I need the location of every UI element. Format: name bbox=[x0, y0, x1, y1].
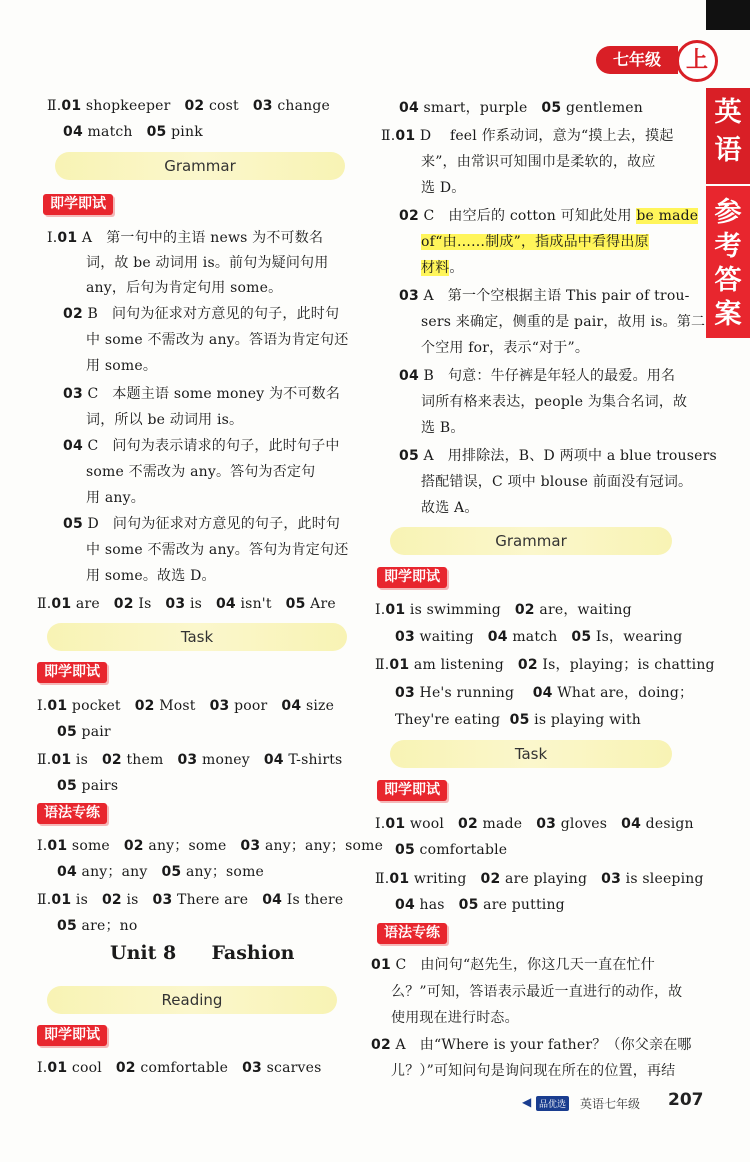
right-answer-line: Ⅱ.01 am listening 02 Is，playing；is chatting bbox=[375, 657, 715, 673]
right-answer-line: 词所有格来表达，people 为集合名词，故 bbox=[421, 394, 688, 410]
right-answer-line: 02 A 由“Where is your father？（你父亲在哪 bbox=[371, 1037, 692, 1053]
right-answer-line: 04 smart，purple 05 gentlemen bbox=[399, 100, 643, 116]
footer bbox=[522, 1092, 712, 1116]
left-answer-line: some 不需改为 any。答句为否定句 bbox=[86, 464, 316, 480]
page-number: 207 bbox=[668, 1090, 704, 1110]
left-answer-line: 中 some 不需改为 any。答句为肯定句还 bbox=[86, 542, 349, 558]
left-answer-line: 05 are；no bbox=[57, 918, 138, 934]
left-answer-line: 用 some。故选 D。 bbox=[86, 568, 216, 584]
left-answer-line: any，后句为肯定句用 some。 bbox=[86, 280, 283, 296]
right-answer-line: 03 waiting 04 match 05 Is，wearing bbox=[395, 629, 683, 645]
left-answer-line: 05 D 问句为征求对方意见的句子，此时句 bbox=[63, 516, 341, 532]
left-answer-line: 05 pair bbox=[57, 724, 111, 740]
right-answer-line: 个空用 for，表示“对于”。 bbox=[421, 340, 590, 356]
answers-char: 考 bbox=[714, 231, 742, 262]
left-answer-line: 用 any。 bbox=[86, 490, 145, 506]
side-tab-top bbox=[706, 0, 750, 30]
section-header-reading: Reading bbox=[47, 986, 337, 1014]
side-tab-subject bbox=[706, 88, 750, 184]
right-answer-line: 搭配错误，C 项中 blouse 前面没有冠词。 bbox=[421, 474, 693, 490]
right-answer-line: 03 A 第一个空根据主语 This pair of trou- bbox=[399, 288, 690, 304]
left-answer-line: 词，故 be 动词用 is。前句为疑问句用 bbox=[86, 255, 329, 271]
exercise-tag: 即学即试 bbox=[37, 1025, 107, 1046]
right-answer-line: of“由……制成”，指成品中看得出原 bbox=[421, 234, 649, 250]
left-answer-line: Ⅱ.01 is 02 them 03 money 04 T-shirts bbox=[37, 752, 343, 768]
right-answer-line: 来”，由常识可知围巾是柔软的，故应 bbox=[421, 154, 656, 170]
unit-title bbox=[110, 942, 294, 964]
exercise-tag: 即学即试 bbox=[377, 567, 447, 588]
left-answer-line: Ⅱ.01 are 02 Is 03 is 04 isn't 05 Are bbox=[37, 596, 336, 612]
answers-char: 答 bbox=[714, 265, 742, 296]
left-answer-line: 中 some 不需改为 any。答语为肯定句还 bbox=[86, 332, 349, 348]
right-answer-line: 04 has 05 are putting bbox=[395, 897, 565, 913]
right-answer-line: Ⅰ.01 is swimming 02 are，waiting bbox=[375, 602, 632, 618]
right-answer-line: 选 B。 bbox=[421, 420, 465, 436]
left-answer-line: Ⅰ.01 pocket 02 Most 03 poor 04 size bbox=[37, 698, 335, 714]
right-answer-line: 03 He's running 04 What are，doing； bbox=[395, 685, 694, 701]
unit-number: Unit 8 bbox=[110, 942, 177, 964]
right-answer-line: sers 来确定，侧重的是 pair，故用 is。第二 bbox=[421, 314, 706, 330]
left-answer-line: 03 C 本题主语 some money 为不可数名 bbox=[63, 386, 341, 402]
section-header-grammar: Grammar bbox=[55, 152, 345, 180]
left-answer-line: 04 any；any 05 any；some bbox=[57, 864, 265, 880]
left-answer-line: Ⅰ.01 A 第一句中的主语 news 为不可数名 bbox=[47, 230, 324, 246]
exercise-tag: 语法专练 bbox=[377, 923, 447, 944]
exercise-tag: 即学即试 bbox=[37, 662, 107, 683]
right-answer-line: Ⅱ.01 writing 02 are playing 03 is sleeping bbox=[375, 871, 704, 887]
left-answer-line: 04 match 05 pink bbox=[63, 124, 203, 140]
footer-book: 英语七年级 bbox=[580, 1097, 641, 1111]
left-answer-line: 用 some。 bbox=[86, 358, 158, 374]
right-answer-line: 使用现在进行时态。 bbox=[391, 1010, 519, 1026]
exercise-tag: 语法专练 bbox=[37, 803, 107, 824]
left-answer-line: 04 C 问句为表示请求的句子，此时句子中 bbox=[63, 438, 340, 454]
right-answer-line: They're eating 05 is playing with bbox=[395, 712, 641, 728]
grade-label: 七年级 bbox=[596, 46, 678, 74]
left-answer-line: Ⅱ.01 shopkeeper 02 cost 03 change bbox=[47, 98, 331, 114]
right-answer-line: Ⅱ.01 D feel 作系动词，意为“摸上去，摸起 bbox=[381, 128, 674, 144]
footer-badge: 品优选 bbox=[536, 1096, 569, 1111]
right-answer-line: 选 D。 bbox=[421, 180, 466, 196]
right-answer-line: 01 C 由问句“赵先生，你这几天一直在忙什 bbox=[371, 957, 655, 973]
right-answer-line: 么？”可知，答语表示最近一直进行的动作，故 bbox=[391, 984, 683, 1000]
subject-char: 语 bbox=[714, 135, 742, 166]
left-answer-line: Ⅰ.01 cool 02 comfortable 03 scarves bbox=[37, 1060, 322, 1076]
answers-char: 参 bbox=[714, 197, 742, 228]
right-answer-line: 材料。 bbox=[421, 260, 464, 276]
left-answer-line: 词，所以 be 动词用 is。 bbox=[86, 412, 244, 428]
side-tab-answers bbox=[706, 186, 750, 338]
left-answer-line: Ⅱ.01 is 02 is 03 There are 04 Is there bbox=[37, 892, 344, 908]
right-answer-line: 故选 A。 bbox=[421, 500, 479, 516]
right-answer-line: 05 A 用排除法，B、D 两项中 a blue trousers bbox=[399, 448, 717, 464]
right-answer-line: Ⅰ.01 wool 02 made 03 gloves 04 design bbox=[375, 816, 694, 832]
right-answer-line: 儿？）”可知问句是询问现在所在的位置，再结 bbox=[391, 1063, 676, 1079]
right-answer-line: 05 comfortable bbox=[395, 842, 508, 858]
arrow-left-icon: ◀ bbox=[522, 1095, 532, 1109]
left-answer-line: Ⅰ.01 some 02 any；some 03 any；any；some bbox=[37, 838, 384, 854]
exercise-tag: 即学即试 bbox=[43, 194, 113, 215]
right-answer-line: 04 B 句意：牛仔裤是年轻人的最爱。用名 bbox=[399, 368, 676, 384]
left-answer-line: 05 pairs bbox=[57, 778, 119, 794]
exercise-tag: 即学即试 bbox=[377, 780, 447, 801]
section-header-grammar: Grammar bbox=[390, 527, 672, 555]
grade-badge bbox=[596, 40, 716, 80]
section-header-task: Task bbox=[390, 740, 672, 768]
section-header-task: Task bbox=[47, 623, 347, 651]
left-answer-line: 02 B 问句为征求对方意见的句子，此时句 bbox=[63, 306, 340, 322]
right-answer-line: 02 C 由空后的 cotton 可知此处用 be made bbox=[399, 208, 699, 224]
unit-name: Fashion bbox=[211, 942, 295, 964]
answers-char: 案 bbox=[714, 299, 742, 330]
term-circle: 上 bbox=[676, 40, 718, 82]
subject-char: 英 bbox=[714, 97, 742, 128]
